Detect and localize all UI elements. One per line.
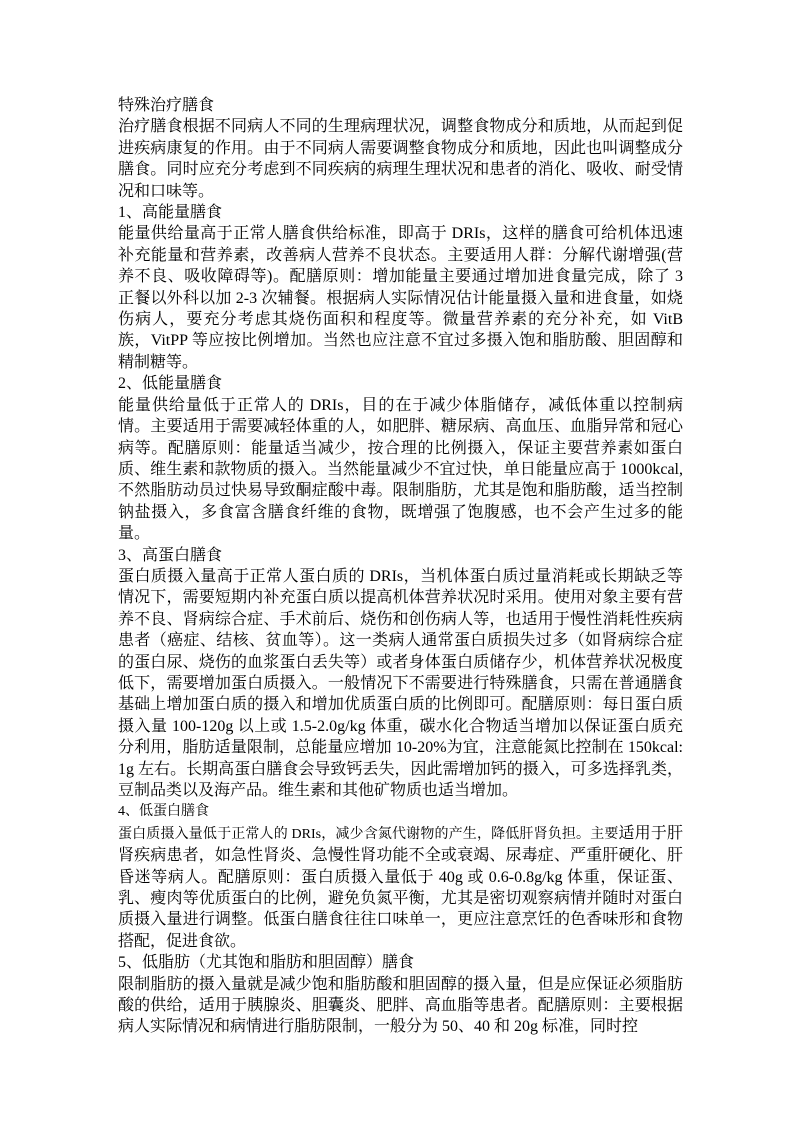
section-low-energy-diet bbox=[118, 373, 683, 544]
section-2-body: 能量供给量低于正常人的 DRIs，目的在于减少体脂储存，减低体重以控制病情。主要适用于需要减轻体重的人，如肥胖、糖尿病、高血压、血脂异常和冠心病等。配膳原则：能量适当减少，按合理的比例摄入，保证主要营养素如蛋白质、维生素和款物质的摄入。当然能量减少不宜过快，单日能量应高于 1000kcal,不然脂肪动员过快易导致酮症酸中毒。限制脂肪，尤其是饱和脂肪酸，适当控制钠盐摄入，多食富含膳食纤维的食物，既增强了饱腹感，也不会产生过多的能量。 bbox=[118, 396, 683, 543]
section-4-body-lead-small-run: 蛋白质摄入量低于正常人的 DRIs，减少含氮代谢物的产生，降低肝肾负担。主要 bbox=[118, 826, 619, 842]
section-4-body-main-run: 适用于肝肾疾病患者，如急性肾炎、急慢性肾功能不全或衰竭、尿毒症、严重肝硬化、肝昏迷等病人。配膳原则：蛋白质摄入量低于 40g 或 0.6-0.8g/kg 体重，保证蛋、乳、瘦肉等优质蛋白的比例，避免负氮平衡，尤其是密切观察病情并随时对蛋白质摄入量进行调整。低蛋白膳食往往口味单一，更应注意烹饪的色香味形和食物搭配，促进食欲。 bbox=[118, 824, 683, 950]
section-2-heading: 2、低能量膳食 bbox=[118, 375, 223, 393]
section-high-energy-diet bbox=[118, 202, 683, 373]
section-1-heading: 1、高能量膳食 bbox=[118, 204, 223, 222]
document-title: 特殊治疗膳食 bbox=[118, 97, 215, 114]
section-3-heading: 3、高蛋白膳食 bbox=[118, 546, 223, 564]
intro-paragraph: 治疗膳食根据不同病人不同的生理病理状况，调整食物成分和质地，从而起到促进疾病康复的作用。由于不同病人需要调整食物成分和质地，因此也叫调整成分膳食。同时应充分考虑到不同疾病的病理生理状况和患者的消化、吸收、耐受情况和口味等。 bbox=[118, 118, 683, 200]
section-high-protein-diet bbox=[118, 545, 683, 802]
section-5-heading: 5、低脂肪（尤其饱和脂肪和胆固醇）膳食 bbox=[118, 954, 415, 972]
section-4-heading: 4、低蛋白膳食 bbox=[118, 804, 209, 820]
section-3-body: 蛋白质摄入量高于正常人蛋白质的 DRIs，当机体蛋白质过量消耗或长期缺乏等情况下，需要短期内补充蛋白质以提高机体营养状况时采用。使用对象主要有营养不良、肾病综合症、手术前后、烧伤和创伤病人等，也适用于慢性消耗性疾病患者（癌症、结核、贫血等）。这一类病人通常蛋白质损失过多（如肾病综合症的蛋白尿、烧伤的血浆蛋白丢失等）或者身体蛋白质储存少，机体营养状况极度低下，需要增加蛋白质摄入。一般情况下不需要进行特殊膳食，只需在普通膳食基础上增加蛋白质的摄入和增加优质蛋白质的比例即可。配膳原则：每日蛋白质摄入量 100-120g 以上或 1.5-2.0g/kg 体重，碳水化合物适当增加以保证蛋白质充分利用，脂肪适量限制，总能量应增加 10-20%为宜，注意能氮比控制在 150kcal:1g 左右。长期高蛋白膳食会导致钙丢失，因此需增加钙的摄入，可多选择乳类，豆制品类以及海产品。维生素和其他矿物质也适当增加。 bbox=[118, 567, 683, 799]
section-1-body: 能量供给量高于正常人膳食供给标准，即高于 DRIs，这样的膳食可给机体迅速补充能量和营养素，改善病人营养不良状态。主要适用人群：分解代谢增强(营养不良、吸收障碍等)。配膳原则：增加能量主要通过增加进食量完成，除了 3 正餐以外科以加 2-3 次辅餐。根据病人实际情况估计能量摄入量和进食量，如烧伤病人，要充分考虑其烧伤面积和程度等。微量营养素的充分补充，如 VitB 族，VitPP 等应按比例增加。当然也应注意不宜过多摄入饱和脂肪酸、胆固醇和精制糖等。 bbox=[118, 225, 683, 371]
section-5-body: 限制脂肪的摄入量就是减少饱和脂肪酸和胆固醇的摄入量，但是应保证必须脂肪酸的供给，适用于胰腺炎、胆囊炎、肥胖、高血脂等患者。配膳原则：主要根据病人实际情况和病情进行脂肪限制，一般分为 50、40 和 20g 标准，同时控 bbox=[118, 975, 683, 1036]
section-low-fat-diet bbox=[118, 952, 683, 1038]
section-4-body bbox=[118, 823, 683, 952]
section-low-protein-diet bbox=[118, 801, 683, 952]
